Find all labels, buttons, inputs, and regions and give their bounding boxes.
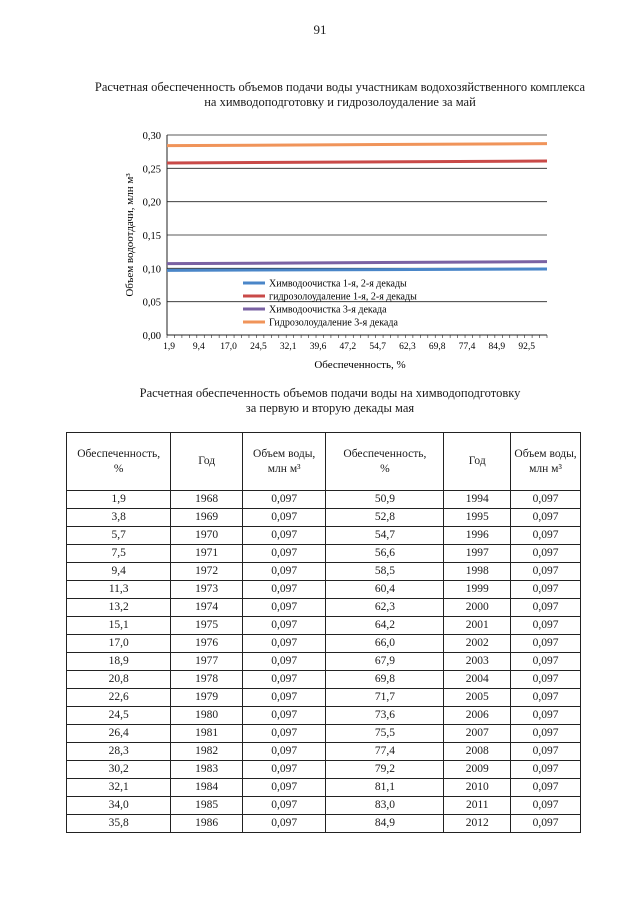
table-cell: 24,5 [67, 707, 171, 725]
series-line-1 [167, 269, 547, 270]
table-cell: 20,8 [67, 671, 171, 689]
table-cell: 1996 [444, 527, 511, 545]
table-cell: 0,097 [242, 671, 325, 689]
table-cell: 71,7 [326, 689, 444, 707]
table-row [67, 599, 581, 617]
table-cell: 0,097 [511, 617, 581, 635]
column-header-text: Год [198, 455, 216, 467]
x-tick-label: 54,7 [369, 342, 386, 352]
table-cell: 0,097 [511, 815, 581, 833]
table-cell: 0,097 [511, 635, 581, 653]
table-row [67, 725, 581, 743]
table-cell: 2005 [444, 689, 511, 707]
table-row [67, 797, 581, 815]
table-cell: 69,8 [326, 671, 444, 689]
table-cell: 0,097 [242, 779, 325, 797]
table-cell: 66,0 [326, 635, 444, 653]
table-cell: 77,4 [326, 743, 444, 761]
table-cell: 1,9 [67, 491, 171, 509]
x-tick-label: 39,6 [309, 342, 327, 352]
table-cell: 0,097 [242, 581, 325, 599]
table-cell: 15,1 [67, 617, 171, 635]
table-row [67, 761, 581, 779]
table-row [67, 779, 581, 797]
table-cell: 0,097 [242, 815, 325, 833]
column-header-text: Обеспеченность, [77, 447, 161, 460]
table-cell: 0,097 [511, 725, 581, 743]
table-cell: 26,4 [67, 725, 171, 743]
column-header-text: Обеспеченность, [343, 447, 427, 460]
chart-series [167, 144, 547, 271]
table-title-line-2: за первую и вторую декады мая [245, 401, 415, 415]
column-header [326, 433, 444, 491]
table-cell: 0,097 [511, 671, 581, 689]
page-number: 91 [313, 22, 327, 37]
table-cell: 1982 [171, 743, 243, 761]
table-cell: 64,2 [326, 617, 444, 635]
table-title-line-1: Расчетная обеспеченность объемов подачи воды на химводоподготовку [139, 386, 521, 400]
table-row [67, 653, 581, 671]
table-cell: 60,4 [326, 581, 444, 599]
legend-label-2: гидрозолоудаление 1-я, 2-я декады [269, 291, 417, 303]
table-cell: 1981 [171, 725, 243, 743]
table-cell: 0,097 [511, 599, 581, 617]
table-cell: 1985 [171, 797, 243, 815]
table-cell: 9,4 [67, 563, 171, 581]
column-header [444, 433, 511, 491]
table-cell: 83,0 [326, 797, 444, 815]
table-cell: 0,097 [242, 509, 325, 527]
column-header-text: % [380, 462, 390, 475]
table-cell: 1975 [171, 617, 243, 635]
table-title [80, 386, 580, 416]
x-tick-label: 32,1 [279, 342, 297, 352]
table-cell: 2011 [444, 797, 511, 815]
y-tick-label: 0,10 [142, 264, 161, 276]
column-header-text: Объем воды, [253, 447, 316, 460]
table-cell: 0,097 [242, 635, 325, 653]
table-cell: 1978 [171, 671, 243, 689]
table-cell: 32,1 [67, 779, 171, 797]
table-cell: 2001 [444, 617, 511, 635]
table-cell: 0,097 [242, 797, 325, 815]
table-cell: 56,6 [326, 545, 444, 563]
table-row [67, 617, 581, 635]
table-cell: 0,097 [511, 653, 581, 671]
table-row [67, 581, 581, 599]
table-cell: 58,5 [326, 563, 444, 581]
table-cell: 1980 [171, 707, 243, 725]
chart-title-line-2: на химводоподготовку и гидрозолоудаление за май [204, 95, 476, 109]
chart-title-line-1: Расчетная обеспеченность объемов подачи воды участникам водохозяйственного комплекса [94, 80, 586, 94]
y-tick-label: 0,20 [142, 197, 161, 209]
x-tick-label: 92,5 [518, 342, 535, 352]
table-cell: 35,8 [67, 815, 171, 833]
table-cell: 2012 [444, 815, 511, 833]
table-cell: 81,1 [326, 779, 444, 797]
series-line-4 [167, 144, 547, 146]
table-cell: 2003 [444, 653, 511, 671]
data-table [66, 432, 581, 833]
table-cell: 18,9 [67, 653, 171, 671]
table-cell: 0,097 [511, 797, 581, 815]
y-tick-label: 0,00 [142, 331, 161, 342]
table-cell: 0,097 [242, 617, 325, 635]
table-cell: 1968 [171, 491, 243, 509]
table-row [67, 563, 581, 581]
table-row [67, 689, 581, 707]
column-header [171, 433, 243, 491]
table-cell: 1969 [171, 509, 243, 527]
table-cell: 0,097 [511, 707, 581, 725]
table-cell: 84,9 [326, 815, 444, 833]
table-row [67, 635, 581, 653]
table-cell: 2007 [444, 725, 511, 743]
x-tick-label: 17,0 [220, 342, 237, 352]
table-cell: 0,097 [511, 527, 581, 545]
table-cell: 0,097 [511, 581, 581, 599]
y-axis-title: Объем водоотдачи, млн м³ [124, 173, 136, 297]
x-tick-label: 9,4 [192, 342, 205, 352]
table-cell: 0,097 [511, 491, 581, 509]
table-cell: 1972 [171, 563, 243, 581]
table-cell: 5,7 [67, 527, 171, 545]
table-cell: 1984 [171, 779, 243, 797]
table-row [67, 743, 581, 761]
series-line-2 [167, 161, 547, 163]
table-cell: 2009 [444, 761, 511, 779]
table-cell: 0,097 [242, 563, 325, 581]
table-cell: 0,097 [242, 653, 325, 671]
table-cell: 0,097 [511, 779, 581, 797]
x-tick-label: 24,5 [250, 342, 267, 352]
table-cell: 0,097 [242, 761, 325, 779]
table-cell: 62,3 [326, 599, 444, 617]
table-header-row [67, 433, 581, 491]
table-cell: 30,2 [67, 761, 171, 779]
table-cell: 0,097 [242, 689, 325, 707]
column-header [67, 433, 171, 491]
table-cell: 1976 [171, 635, 243, 653]
table-cell: 1999 [444, 581, 511, 599]
table-cell: 0,097 [511, 689, 581, 707]
y-tick-label: 0,30 [142, 131, 161, 142]
table-cell: 0,097 [242, 743, 325, 761]
y-tick-label: 0,05 [142, 297, 161, 309]
table-cell: 2004 [444, 671, 511, 689]
chart-legend [243, 279, 417, 329]
table-cell: 1998 [444, 563, 511, 581]
table-cell: 1979 [171, 689, 243, 707]
table-cell: 1977 [171, 653, 243, 671]
table-cell: 1983 [171, 761, 243, 779]
table-cell: 2008 [444, 743, 511, 761]
column-header-text: % [113, 462, 124, 475]
table-cell: 2000 [444, 599, 511, 617]
table-cell: 2006 [444, 707, 511, 725]
table-cell: 1971 [171, 545, 243, 563]
table-cell: 0,097 [511, 743, 581, 761]
chart-title [60, 80, 620, 110]
table-row [67, 491, 581, 509]
table-cell: 0,097 [511, 563, 581, 581]
column-header-text: млн м³ [267, 462, 301, 475]
table-cell: 1994 [444, 491, 511, 509]
table-cell: 0,097 [511, 761, 581, 779]
table-cell: 0,097 [242, 599, 325, 617]
x-axis-title: Обеспеченность, % [314, 359, 406, 371]
table-cell: 11,3 [67, 581, 171, 599]
x-tick-label: 77,4 [458, 342, 476, 352]
table-cell: 0,097 [242, 527, 325, 545]
x-tick-label: 84,9 [488, 342, 506, 352]
table-cell: 0,097 [242, 725, 325, 743]
table-cell: 1997 [444, 545, 511, 563]
table-cell: 2010 [444, 779, 511, 797]
column-header [511, 433, 581, 491]
table-cell: 67,9 [326, 653, 444, 671]
table-cell: 0,097 [511, 545, 581, 563]
table-cell: 7,5 [67, 545, 171, 563]
x-tick-label: 1,9 [163, 342, 175, 352]
table-body [67, 491, 581, 833]
table-cell: 1995 [444, 509, 511, 527]
y-tick-label: 0,25 [142, 164, 161, 176]
table-cell: 54,7 [326, 527, 444, 545]
column-header [242, 433, 325, 491]
column-header-text: Год [468, 455, 486, 467]
table-cell: 0,097 [242, 545, 325, 563]
table-cell: 1986 [171, 815, 243, 833]
table-cell: 34,0 [67, 797, 171, 815]
y-tick-label: 0,15 [142, 231, 161, 242]
series-line-3 [167, 262, 547, 264]
table-row [67, 707, 581, 725]
table-cell: 28,3 [67, 743, 171, 761]
table-cell: 22,6 [67, 689, 171, 707]
table-row [67, 509, 581, 527]
table-cell: 2002 [444, 635, 511, 653]
table-cell: 73,6 [326, 707, 444, 725]
table-cell: 1974 [171, 599, 243, 617]
table-cell: 0,097 [242, 491, 325, 509]
table-cell: 1973 [171, 581, 243, 599]
table-cell: 50,9 [326, 491, 444, 509]
table-cell: 0,097 [511, 509, 581, 527]
x-tick-label: 69,8 [428, 342, 446, 352]
table-row [67, 815, 581, 833]
table-cell: 3,8 [67, 509, 171, 527]
x-tick-label: 47,2 [339, 342, 357, 352]
x-tick-label: 62,3 [399, 342, 416, 352]
legend-label-1: Химводоочистка 1-я, 2-я декады [269, 278, 407, 290]
legend-label-3: Химводоочистка 3-я декада [269, 304, 387, 316]
legend-label-4: Гидрозолоудаление 3-я декада [269, 317, 398, 329]
table-cell: 0,097 [242, 707, 325, 725]
column-header-text: Объем воды, [514, 447, 577, 460]
table-row [67, 671, 581, 689]
table-cell: 79,2 [326, 761, 444, 779]
table-cell: 1970 [171, 527, 243, 545]
table-cell: 75,5 [326, 725, 444, 743]
column-header-text: млн м³ [529, 462, 562, 475]
line-chart [115, 125, 575, 375]
table-row [67, 545, 581, 563]
table-row [67, 527, 581, 545]
table-cell: 13,2 [67, 599, 171, 617]
table-cell: 17,0 [67, 635, 171, 653]
table-cell: 52,8 [326, 509, 444, 527]
